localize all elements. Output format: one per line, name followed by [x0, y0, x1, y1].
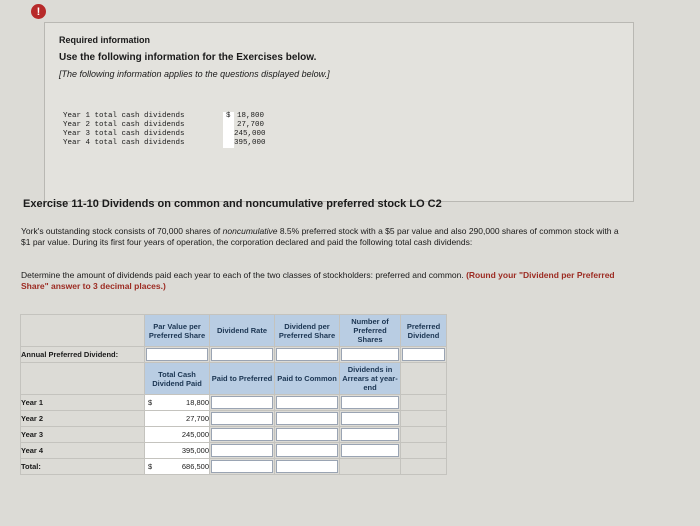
- paid-preferred-year-4-cell: [210, 443, 275, 459]
- arrears-input[interactable]: [341, 428, 399, 441]
- paid-common-total-input[interactable]: [276, 460, 338, 473]
- arrears-year-1-cell: [340, 395, 401, 411]
- total-cash-year-1: $ 18,800: [145, 395, 210, 411]
- number-of-shares-input[interactable]: [341, 348, 399, 361]
- par-value-cell: [145, 347, 210, 363]
- paid-common-input[interactable]: [276, 444, 338, 457]
- header-paid-to-preferred: Paid to Preferred: [210, 363, 275, 395]
- paid-preferred-year-3-cell: [210, 427, 275, 443]
- row-label-year-1: Year 1: [21, 395, 145, 411]
- exercise-title: Exercise 11-10 Dividends on common and noncumulative preferred stock LO C2: [23, 198, 442, 210]
- preferred-dividend-cell: [401, 347, 447, 363]
- annual-preferred-dividend-label: Annual Preferred Dividend:: [21, 347, 145, 363]
- blank-cell: [401, 395, 447, 411]
- total-cash-year-2: 27,700: [145, 411, 210, 427]
- arrears-year-4-cell: [340, 443, 401, 459]
- paid-preferred-total-input[interactable]: [211, 460, 273, 473]
- blank-cell: [340, 459, 401, 475]
- blank-cell: [401, 427, 447, 443]
- row-label-year-3: Year 3: [21, 427, 145, 443]
- dividend-table: [20, 314, 447, 475]
- paid-common-year-3-cell: [275, 427, 340, 443]
- listing-row: Year 4 total cash dividends 395,000: [63, 139, 266, 147]
- alert-icon: !: [31, 4, 46, 19]
- paid-common-year-2-cell: [275, 411, 340, 427]
- paid-common-total-cell: [275, 459, 340, 475]
- exercise-instructions: Determine the amount of dividends paid each year to each of the two classes of stockholders: preferred and common. (Round your "Dividend per Preferred Share" answer to 3 decimal places.): [21, 270, 615, 291]
- header-arrears: Dividends in Arrears at year-end: [340, 363, 401, 395]
- header-total-cash: Total Cash Dividend Paid: [145, 363, 210, 395]
- arrears-input[interactable]: [341, 444, 399, 457]
- paid-preferred-year-1-cell: [210, 395, 275, 411]
- dividend-per-share-cell: [275, 347, 340, 363]
- required-information-box: [44, 22, 634, 202]
- row-label-year-4: Year 4: [21, 443, 145, 459]
- total-cash-year-4: 395,000: [145, 443, 210, 459]
- blank-cell: [401, 411, 447, 427]
- required-info-heading: Required information: [59, 35, 151, 45]
- blank-cell: [21, 363, 145, 395]
- paid-common-input[interactable]: [276, 396, 338, 409]
- paid-preferred-input[interactable]: [211, 428, 273, 441]
- paid-common-input[interactable]: [276, 412, 338, 425]
- total-cash-total: $ 686,500: [145, 459, 210, 475]
- info-note: [The following information applies to the questions displayed below.]: [59, 69, 330, 79]
- blank-cell: [21, 315, 145, 347]
- blank-cell: [401, 363, 447, 395]
- paid-preferred-year-2-cell: [210, 411, 275, 427]
- arrears-year-3-cell: [340, 427, 401, 443]
- paid-preferred-input[interactable]: [211, 412, 273, 425]
- header-paid-to-common: Paid to Common: [275, 363, 340, 395]
- header-dividend-per-share: Dividend per Preferred Share: [275, 315, 340, 347]
- blank-cell: [401, 443, 447, 459]
- header-number-of-shares: Number of Preferred Shares: [340, 315, 401, 347]
- row-label-total: Total:: [21, 459, 145, 475]
- header-dividend-rate: Dividend Rate: [210, 315, 275, 347]
- listing-row: Year 2 total cash dividends 27,700: [63, 121, 264, 129]
- arrears-input[interactable]: [341, 396, 399, 409]
- header-par-value: Par Value per Preferred Share: [145, 315, 210, 347]
- dividend-rate-input[interactable]: [211, 348, 273, 361]
- paid-preferred-input[interactable]: [211, 444, 273, 457]
- paid-preferred-input[interactable]: [211, 396, 273, 409]
- row-label-year-2: Year 2: [21, 411, 145, 427]
- total-cash-year-3: 245,000: [145, 427, 210, 443]
- dividend-rate-cell: [210, 347, 275, 363]
- arrears-input[interactable]: [341, 412, 399, 425]
- blank-cell: [401, 459, 447, 475]
- preferred-dividend-input[interactable]: [402, 348, 445, 361]
- paid-common-input[interactable]: [276, 428, 338, 441]
- use-following-text: Use the following information for the Exercises below.: [59, 52, 317, 63]
- par-value-input[interactable]: [146, 348, 208, 361]
- listing-row: Year 1 total cash dividends $ 18,800: [63, 112, 264, 120]
- exercise-description: York's outstanding stock consists of 70,000 shares of noncumulative 8.5% preferred stock with a $5 par value and also 290,000 shares of common stock with a $1 par value. During its first four years of operation, the corporation declared and paid the following total cash dividends:: [21, 226, 619, 247]
- listing-row: Year 3 total cash dividends 245,000: [63, 130, 266, 138]
- number-of-shares-cell: [340, 347, 401, 363]
- paid-common-year-1-cell: [275, 395, 340, 411]
- arrears-year-2-cell: [340, 411, 401, 427]
- dividends-listing: [63, 112, 264, 148]
- paid-common-year-4-cell: [275, 443, 340, 459]
- header-preferred-dividend: Preferred Dividend: [401, 315, 447, 347]
- paid-preferred-total-cell: [210, 459, 275, 475]
- dividend-per-share-input[interactable]: [276, 348, 338, 361]
